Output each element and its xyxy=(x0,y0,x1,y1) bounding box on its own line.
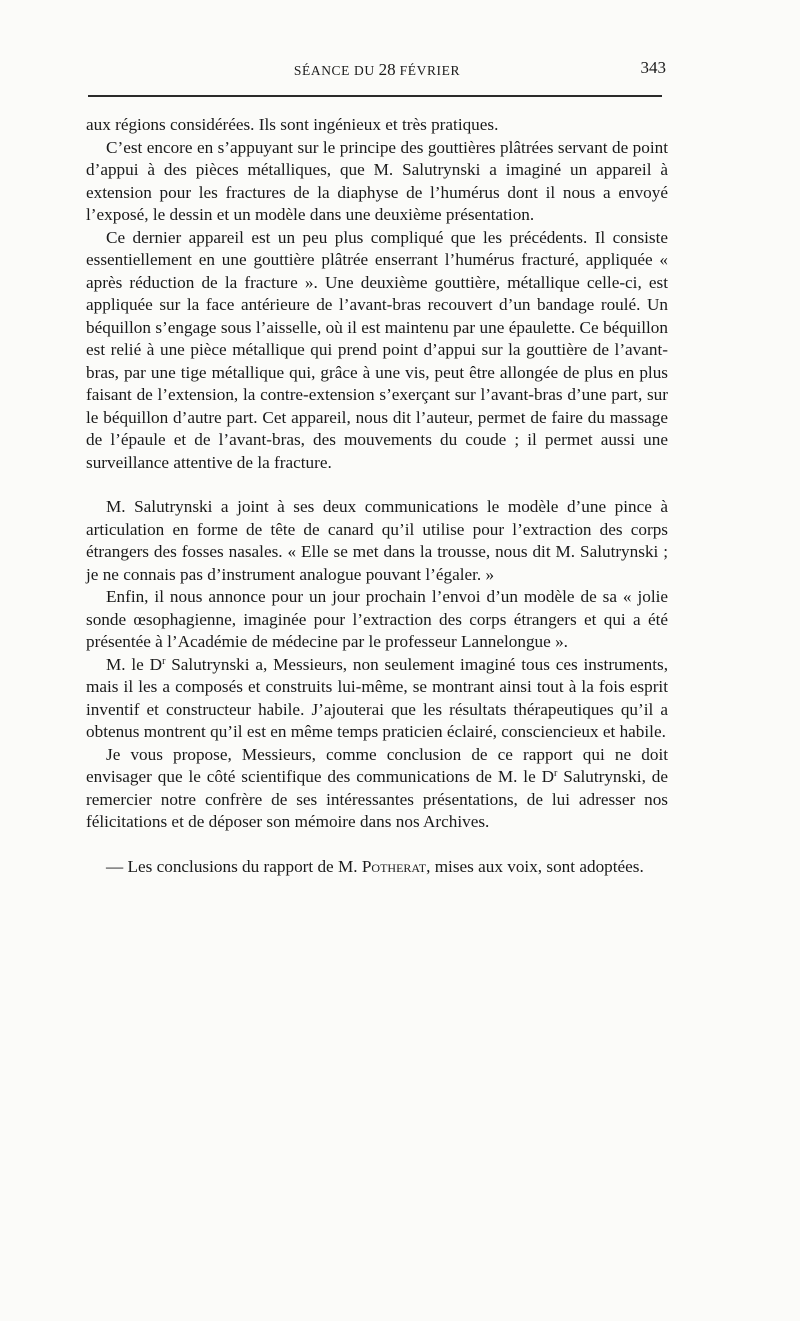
doctor-prefix: M. le D xyxy=(106,654,163,674)
running-head xyxy=(88,60,666,84)
running-title-left: SÉANCE DU xyxy=(293,63,375,78)
paragraph-conclusion xyxy=(86,856,668,879)
paragraph-eloge xyxy=(86,654,668,744)
running-title-day: 28 xyxy=(378,60,396,79)
paragraph-pince: M. Salutrynski a joint à ses deux communications le modèle d’une pince à articulation en forme de tête de canard qu’il utilise pour l’extraction des corps étrangers des fosses nasales. « Elle se met dans la trousse, nous dit M. Salutrynski ; je ne connais pas d’instrument analogue pouvant l’égaler. » xyxy=(86,497,668,584)
paragraph-proposition-start: Je vous propose, Messieurs, comme conclusion de ce rapport qui ne doit envisager que le côté scientifique des communications de M. le D xyxy=(86,744,668,786)
paragraph-sonde: Enfin, il nous annonce pour un jour prochain l’envoi d’un modèle de sa « jolie sonde œsophagienne, imaginée pour l’extraction des corps étrangers et qui a été présentée à l’Académie de médecine par le professeur Lannelongue ». xyxy=(86,587,668,651)
paragraph-appareil: Ce dernier appareil est un peu plus compliqué que les précédents. Il consiste essentiellement en une gouttière plâtrée enserrant l’humérus fracturé, appliquée « après réduction de la fracture ». Une deuxième gouttière, métallique celle-ci, est appliquée sur la face antérieure de l’avant-bras recouvert d’un bandage roulé. Un béquillon s’engage sous l’aisselle, où il est maintenu par une épaulette. Ce béquillon est relié à une pièce métallique qui prend point d’appui sur la gouttière de l’avant-bras, par une tige métallique qui, grâce à une vis, peut être allongée de plus en plus faisant de l’extension, la contre-extension s’exerçant sur l’avant-bras d’une part, sur le béquillon d’autre part. Cet appareil, nous dit l’auteur, permet de faire du massage de l’épaule et de l’avant-bras, des mouvements du coude ; il permet aussi une surveillance attentive de la fracture. xyxy=(86,227,668,472)
paragraph-eloge-text: Salutrynski a, Messieurs, non seulement imaginé tous ces instruments, mais il les a composés et construits lui-même, se montrant ainsi tout à la fois esprit inventif et constructeur habile. J’ajouterai que les résultats thérapeutiques qu’il a obtenus montrent qu’il est en même temps praticien éclairé, consciencieux et habile. xyxy=(86,654,668,741)
header-rule xyxy=(88,95,662,97)
doctor-superscript-2: r xyxy=(554,768,558,779)
conclusion-end: , mises aux voix, sont adoptées. xyxy=(426,856,644,876)
running-title-right: FÉVRIER xyxy=(399,63,461,78)
conclusion-start: — Les conclusions du rapport de M. xyxy=(106,856,358,876)
page-number: 343 xyxy=(640,58,666,77)
paragraph-proposition xyxy=(86,744,668,834)
doctor-superscript: r xyxy=(162,655,166,667)
running-title xyxy=(88,60,666,80)
body-text xyxy=(86,114,668,878)
paragraph-proposition-end: Salutrynski, de remercier notre confrère de ses intéressantes présentations, de lui adresser nos félicitations et de déposer son mémoire dans nos Archives. xyxy=(86,767,668,831)
reporter-name: Potherat xyxy=(361,856,427,876)
paragraph-continuation: aux régions considérées. Ils sont ingénieux et très pratiques. xyxy=(86,115,499,134)
paragraph-gouttieres: C’est encore en s’appuyant sur le principe des gouttières plâtrées servant de point d’appui à des pièces métalliques, que M. Salutrynski a imaginé un appareil à extension pour les fractures de la diaphyse de l’humérus dont il nous a envoyé l’exposé, le dessin et un modèle dans une deuxième présentation. xyxy=(86,137,668,224)
